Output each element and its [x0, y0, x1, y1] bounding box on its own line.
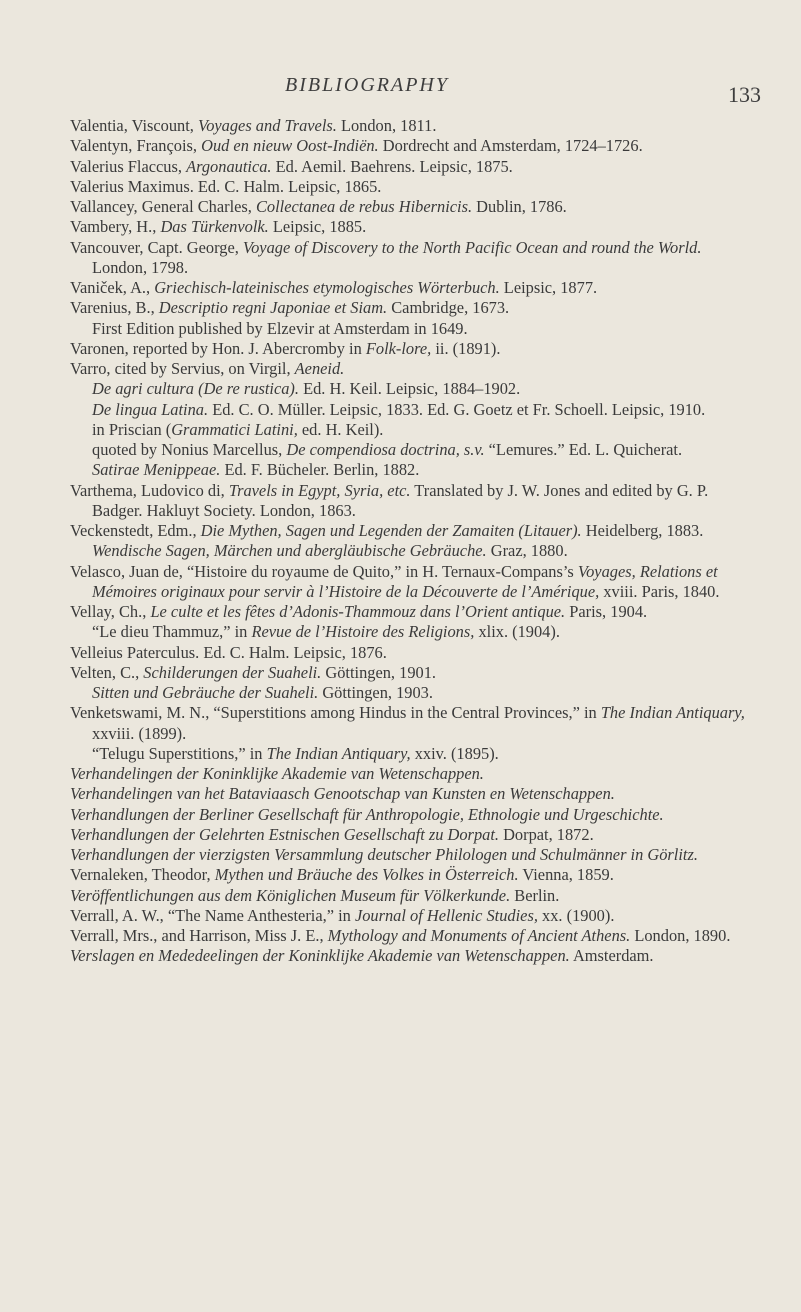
entry-text: xxiv. (1895). [410, 743, 499, 763]
entry-text: Göttingen, 1901. [321, 662, 437, 682]
bibliography-list [70, 116, 750, 967]
entry-text: xviii. Paris, 1840. [599, 581, 720, 601]
bibliography-entry [70, 521, 750, 541]
entry-text: Varenius, B., [70, 298, 159, 318]
entry-title-text: Le culte et les fêtes d’Adonis-Thammouz dans l’Orient antique. [150, 602, 566, 621]
entry-text: in Priscian ( [92, 419, 172, 439]
bibliography-entry [70, 177, 750, 197]
bibliography-entry [70, 562, 750, 603]
entry-text: Paris, 1904. [565, 602, 648, 621]
running-title: BIBLIOGRAPHY [285, 74, 449, 96]
entry-title-text: Aeneid. [294, 359, 345, 378]
bibliography-subentry [70, 460, 750, 480]
bibliography-entry [70, 764, 750, 784]
bibliography-entry [70, 197, 750, 217]
entry-title-text: Voyages, Relations et Mémoires originaux pour servir à l’Histoire de la Découverte de l’Amérique, [92, 561, 718, 601]
bibliography-entry [70, 825, 750, 845]
entry-text: “Le dieu Thammuz,” in [92, 622, 252, 642]
bibliography-subentry [70, 541, 750, 561]
entry-text: Vienna, 1859. [518, 865, 614, 885]
entry-title-text: Journal of Hellenic Studies, [354, 905, 538, 925]
bibliography-entry [70, 663, 750, 683]
entry-text: Verrall, Mrs., and Harrison, Miss J. E., [70, 926, 328, 945]
entry-title-text: Revue de l’Histoire des Religions, [251, 622, 475, 642]
entry-text: Graz, 1880. [486, 541, 568, 561]
bibliography-subentry [70, 319, 750, 339]
entry-title-text: Verhandelingen der Koninklijke Akademie van Wetenschappen. [70, 764, 484, 783]
entry-text: ed. H. Keil). [297, 419, 384, 439]
entry-title-text: De lingua Latina. [92, 399, 209, 419]
entry-text: Velasco, Juan de, “Histoire du royaume de Quito,” in H. Ternaux-Compans’s [70, 561, 578, 581]
entry-text: Dordrecht and Amsterdam, 1724–1726. [378, 136, 643, 156]
entry-text: Velten, C., [70, 662, 144, 682]
entry-title-text: Wendische Sagen, Märchen und abergläubische Gebräuche. [92, 541, 487, 561]
bibliography-entry [70, 886, 750, 906]
bibliography-entry [70, 865, 750, 885]
entry-title-text: Oud en nieuw Oost-Indiën. [201, 136, 379, 156]
entry-text: xx. (1900). [537, 905, 615, 925]
page-number: 133 [728, 82, 761, 107]
entry-text: London, 1811. [336, 116, 437, 135]
entry-title-text: Verhandlungen der Berliner Gesellschaft für Anthropologie, Ethnologie und Urgeschichte. [70, 804, 664, 824]
bibliography-subentry [70, 744, 750, 764]
entry-title-text: Griechisch-lateinisches etymologisches Wörterbuch. [154, 278, 500, 297]
entry-text: Göttingen, 1903. [318, 683, 433, 702]
entry-text: Venketswami, M. N., “Superstitions among Hindus in the Central Provinces,” in [70, 703, 601, 723]
bibliography-entry [70, 643, 750, 663]
bibliography-subentry [70, 400, 750, 420]
entry-text: Valerius Flaccus, [70, 156, 187, 176]
entry-text: Dorpat, 1872. [498, 824, 594, 844]
bibliography-entry [70, 784, 750, 804]
entry-title-text: Verhandlungen der vierzigsten Versammlung deutscher Philologen und Schulmänner in Görlitz. [70, 845, 698, 864]
entry-text: Vallancey, General Charles, [70, 197, 256, 216]
entry-text: Dublin, 1786. [472, 197, 567, 216]
entry-title-text: Die Mythen, Sagen und Legenden der Zamaiten (Litauer). [200, 521, 582, 540]
bibliography-subentry [70, 622, 750, 642]
entry-title-text: Folk-lore, [365, 338, 432, 358]
bibliography-entry [70, 703, 750, 744]
entry-text: Ed. F. Bücheler. Berlin, 1882. [220, 460, 420, 480]
bibliography-entry [70, 217, 750, 237]
entry-title-text: Verhandlungen der Gelehrten Estnischen Gesellschaft zu Dorpat. [70, 824, 499, 844]
entry-title-text: Argonautica. [186, 156, 272, 176]
entry-title-text: The Indian Antiquary, [600, 703, 745, 723]
entry-text: Berlin. [510, 885, 560, 905]
entry-text: Valentyn, François, [70, 136, 202, 156]
entry-text: Valerius Maximus. Ed. C. Halm. Leipsic, 1865. [70, 176, 382, 196]
bibliography-entry [70, 238, 750, 279]
entry-text: London, 1890. [630, 926, 731, 945]
entry-title-text: Verslagen en Mededeelingen der Koninklijke Akademie van Wetenschappen. [70, 946, 570, 966]
entry-text: First Edition published by Elzevir at Amsterdam in 1649. [92, 318, 468, 338]
entry-text: Ed. H. Keil. Leipsic, 1884–1902. [298, 379, 521, 399]
entry-text: Vernaleken, Theodor, [70, 865, 215, 885]
entry-text: xxviii. (1899). [92, 723, 187, 743]
entry-text: “Telugu Superstitions,” in [92, 743, 267, 763]
entry-title-text: Voyages and Travels. [198, 116, 337, 135]
entry-text: Valentia, Viscount, [70, 116, 198, 135]
entry-title-text: Collectanea de rebus Hibernicis. [255, 197, 473, 216]
entry-title-text: Travels in Egypt, Syria, etc. [228, 480, 411, 500]
entry-title-text: Satirae Menippeae. [92, 460, 221, 480]
bibliography-subentry [70, 420, 750, 440]
entry-text: Varonen, reported by Hon. J. Abercromby in [70, 338, 366, 358]
entry-title-text: De compendiosa doctrina, s.v. [286, 440, 485, 459]
entry-text: Veckenstedt, Edm., [70, 521, 201, 540]
entry-text: Ed. C. O. Müller. Leipsic, 1833. Ed. G. Goetz et Fr. Schoell. Leipsic, 1910. [208, 399, 706, 419]
page-header [0, 0, 801, 110]
bibliography-entry [70, 157, 750, 177]
entry-text: London, 1798. [92, 257, 189, 277]
entry-text: Velleius Paterculus. Ed. C. Halm. Leipsic, 1876. [70, 642, 387, 662]
bibliography-entry [70, 359, 750, 379]
entry-title-text: Das Türkenvolk. [160, 217, 269, 237]
entry-text: Heidelberg, 1883. [581, 521, 704, 540]
entry-text: Vambery, H., [70, 217, 161, 237]
entry-text: “Lemures.” Ed. L. Quicherat. [484, 440, 683, 459]
entry-title-text: Descriptio regni Japoniae et Siam. [158, 298, 388, 318]
entry-text: Varro, cited by Servius, on Virgil, [70, 359, 295, 378]
entry-text: ii. (1891). [431, 338, 501, 358]
entry-text: Amsterdam. [569, 946, 654, 966]
bibliography-entry [70, 926, 750, 946]
entry-title-text: The Indian Antiquary, [266, 743, 411, 763]
bibliography-entry [70, 946, 750, 966]
entry-text: Vaniček, A., [70, 278, 155, 297]
entry-title-text: Mythology and Monuments of Ancient Athens. [327, 926, 631, 945]
entry-title-text: Grammatici Latini, [171, 419, 298, 439]
bibliography-entry [70, 298, 750, 318]
entry-text: Translated by J. W. Jones and edited by G. P. Badger. Hakluyt Society. London, 1863. [92, 480, 709, 520]
entry-text: Cambridge, 1673. [387, 298, 510, 318]
entry-text: Verrall, A. W., “The Name Anthesteria,” in [70, 905, 355, 925]
entry-text: xlix. (1904). [474, 622, 560, 642]
bibliography-entry [70, 278, 750, 298]
bibliography-entry [70, 116, 750, 136]
bibliography-entry [70, 136, 750, 156]
bibliography-entry [70, 481, 750, 522]
entry-text: Vellay, Ch., [70, 602, 151, 621]
bibliography-subentry [70, 440, 750, 460]
bibliography-entry [70, 602, 750, 622]
bibliography-subentry [70, 683, 750, 703]
entry-title-text: Voyage of Discovery to the North Pacific Ocean and round the World. [242, 237, 702, 257]
bibliography-entry [70, 339, 750, 359]
bibliography-entry [70, 845, 750, 865]
entry-text: Ed. Aemil. Baehrens. Leipsic, 1875. [271, 156, 513, 176]
entry-title-text: Verhandelingen van het Bataviaasch Genootschap van Kunsten en Wetenschappen. [70, 784, 615, 804]
entry-text: Leipsic, 1877. [499, 278, 598, 297]
entry-title-text: De agri cultura (De re rustica). [92, 379, 299, 399]
entry-text: quoted by Nonius Marcellus, [92, 440, 287, 459]
entry-title-text: Veröffentlichungen aus dem Königlichen Museum für Völkerkunde. [70, 885, 511, 905]
entry-title-text: Sitten und Gebräuche der Suaheli. [92, 683, 319, 702]
entry-text: Leipsic, 1885. [268, 217, 367, 237]
entry-text: Vancouver, Capt. George, [70, 237, 243, 257]
entry-title-text: Schilderungen der Suaheli. [143, 662, 322, 682]
bibliography-entry [70, 805, 750, 825]
entry-text: Varthema, Ludovico di, [70, 480, 229, 500]
bibliography-entry [70, 906, 750, 926]
entry-title-text: Mythen und Bräuche des Volkes in Österreich. [214, 865, 519, 885]
bibliography-subentry [70, 379, 750, 399]
